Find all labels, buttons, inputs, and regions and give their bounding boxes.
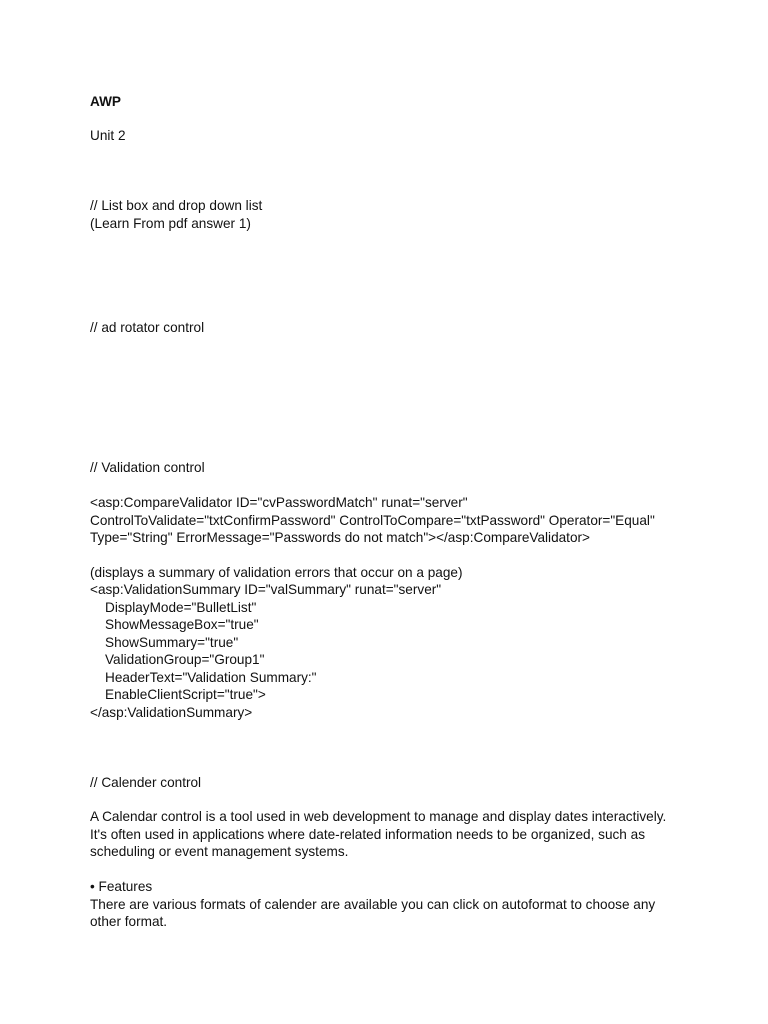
validation-summary-attr: DisplayMode="BulletList"	[105, 600, 257, 615]
list-box-note: (Learn From pdf answer 1)	[90, 216, 251, 231]
unit-label: Unit 2	[90, 128, 126, 143]
validation-heading: // Validation control	[90, 460, 205, 475]
validation-summary-attr: HeaderText="Validation Summary:"	[105, 670, 317, 685]
compare-validator-line: <asp:CompareValidator ID="cvPasswordMatch" runat="server"	[90, 495, 468, 510]
list-box-heading: // List box and drop down list	[90, 198, 263, 213]
compare-validator-line: ControlToValidate="txtConfirmPassword" ControlToCompare="txtPassword" Operator="Equal"	[90, 513, 655, 528]
validation-summary-close: </asp:ValidationSummary>	[90, 705, 253, 720]
calendar-description-line: It's often used in applications where date-related information needs to be organized, such as	[90, 827, 645, 842]
validation-summary-attr: ValidationGroup="Group1"	[105, 652, 265, 667]
validation-summary-attr: EnableClientScript="true">	[105, 687, 266, 702]
compare-validator-line: Type="String" ErrorMessage="Passwords do not match"></asp:CompareValidator>	[90, 530, 590, 545]
calendar-heading: // Calender control	[90, 775, 202, 790]
features-text-line: other format.	[90, 914, 168, 929]
features-heading: • Features	[90, 879, 153, 894]
validation-summary-attr: ShowMessageBox="true"	[105, 617, 259, 632]
ad-rotator-heading: // ad rotator control	[90, 320, 205, 335]
validation-summary-note: (displays a summary of validation errors that occur on a page)	[90, 565, 463, 580]
calendar-description-line: scheduling or event management systems.	[90, 844, 349, 859]
validation-summary-attr: ShowSummary="true"	[105, 635, 239, 650]
document-title: AWP	[90, 94, 121, 109]
validation-summary-open: <asp:ValidationSummary ID="valSummary" runat="server"	[90, 582, 442, 597]
calendar-description-line: A Calendar control is a tool used in web development to manage and display dates interactively.	[90, 809, 667, 824]
features-text-line: There are various formats of calender are available you can click on autoformat to choose any	[90, 897, 656, 912]
